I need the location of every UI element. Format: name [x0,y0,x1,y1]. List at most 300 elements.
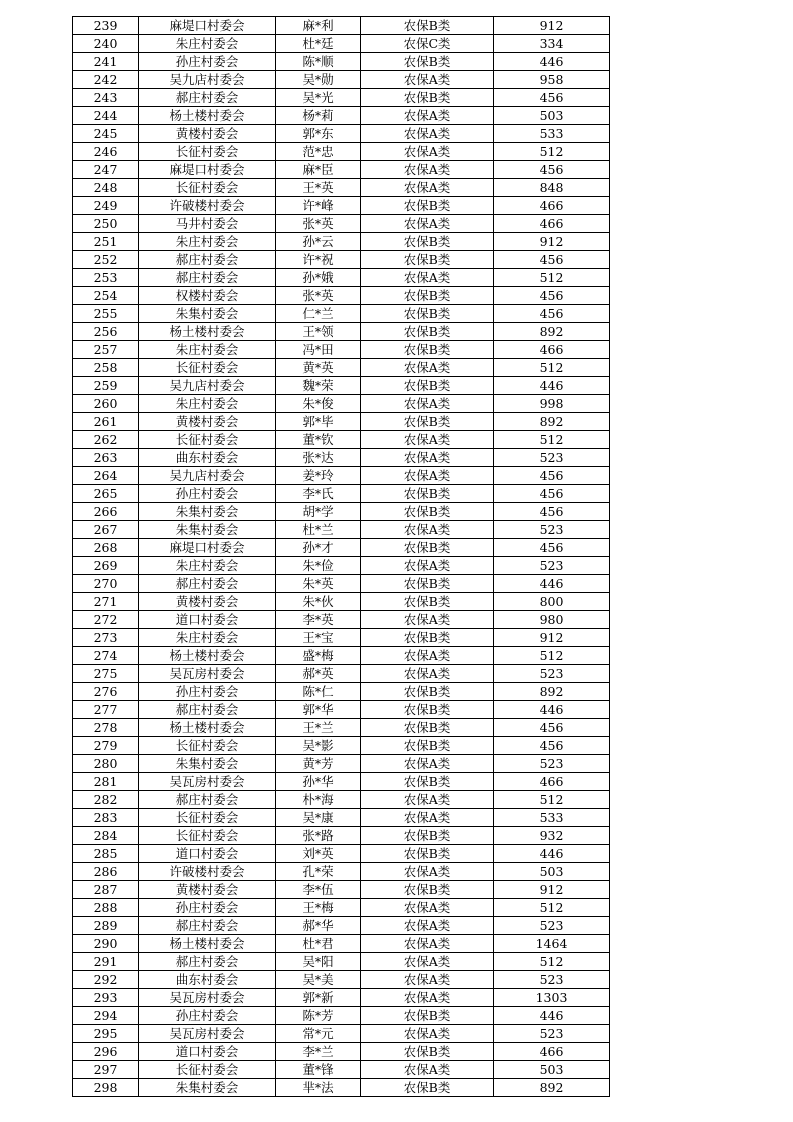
insurance-category-cell: 农保B类 [361,683,494,701]
amount-cell: 456 [494,539,610,557]
row-number-cell: 246 [73,143,139,161]
village-committee-cell: 长征村委会 [139,809,276,827]
person-name-cell: 吴*美 [276,971,361,989]
village-committee-cell: 道口村委会 [139,611,276,629]
person-name-cell: 吴*阳 [276,953,361,971]
village-committee-cell: 杨土楼村委会 [139,323,276,341]
person-name-cell: 麻*臣 [276,161,361,179]
village-committee-cell: 杨土楼村委会 [139,647,276,665]
amount-cell: 446 [494,377,610,395]
table-row [73,359,610,377]
row-number-cell: 262 [73,431,139,449]
insurance-category-cell: 农保B类 [361,539,494,557]
village-committee-cell: 郝庄村委会 [139,269,276,287]
person-name-cell: 郭*新 [276,989,361,1007]
amount-cell: 912 [494,17,610,35]
table-row [73,449,610,467]
table-row [73,287,610,305]
amount-cell: 446 [494,845,610,863]
amount-cell: 466 [494,215,610,233]
village-committee-cell: 麻堤口村委会 [139,161,276,179]
row-number-cell: 285 [73,845,139,863]
table-row [73,179,610,197]
amount-cell: 456 [494,89,610,107]
village-committee-cell: 朱庄村委会 [139,629,276,647]
row-number-cell: 244 [73,107,139,125]
insurance-category-cell: 农保A类 [361,953,494,971]
table-row [73,935,610,953]
person-name-cell: 朴*海 [276,791,361,809]
insurance-category-cell: 农保A类 [361,431,494,449]
row-number-cell: 254 [73,287,139,305]
village-committee-cell: 许破楼村委会 [139,863,276,881]
person-name-cell: 李*伍 [276,881,361,899]
table-row [73,233,610,251]
table-row [73,53,610,71]
insurance-category-cell: 农保A类 [361,791,494,809]
person-name-cell: 王*英 [276,179,361,197]
table-row [73,323,610,341]
amount-cell: 456 [494,251,610,269]
amount-cell: 998 [494,395,610,413]
insurance-category-cell: 农保A类 [361,1025,494,1043]
amount-cell: 512 [494,899,610,917]
person-name-cell: 芈*法 [276,1079,361,1097]
beneficiary-table [72,16,610,1097]
amount-cell: 523 [494,557,610,575]
village-committee-cell: 朱庄村委会 [139,341,276,359]
amount-cell: 892 [494,1079,610,1097]
table-row [73,755,610,773]
table-row [73,773,610,791]
table-row [73,431,610,449]
row-number-cell: 283 [73,809,139,827]
row-number-cell: 243 [73,89,139,107]
amount-cell: 533 [494,125,610,143]
village-committee-cell: 郝庄村委会 [139,701,276,719]
village-committee-cell: 曲东村委会 [139,971,276,989]
person-name-cell: 刘*英 [276,845,361,863]
village-committee-cell: 道口村委会 [139,845,276,863]
row-number-cell: 294 [73,1007,139,1025]
amount-cell: 446 [494,701,610,719]
village-committee-cell: 杨土楼村委会 [139,107,276,125]
insurance-category-cell: 农保B类 [361,89,494,107]
person-name-cell: 许*峰 [276,197,361,215]
village-committee-cell: 郝庄村委会 [139,251,276,269]
village-committee-cell: 杨土楼村委会 [139,935,276,953]
person-name-cell: 张*达 [276,449,361,467]
village-committee-cell: 吴九店村委会 [139,377,276,395]
amount-cell: 932 [494,827,610,845]
row-number-cell: 251 [73,233,139,251]
person-name-cell: 王*梅 [276,899,361,917]
row-number-cell: 257 [73,341,139,359]
row-number-cell: 263 [73,449,139,467]
amount-cell: 456 [494,305,610,323]
insurance-category-cell: 农保B类 [361,737,494,755]
village-committee-cell: 孙庄村委会 [139,683,276,701]
table-row [73,1043,610,1061]
village-committee-cell: 麻堤口村委会 [139,539,276,557]
row-number-cell: 286 [73,863,139,881]
insurance-category-cell: 农保A类 [361,125,494,143]
village-committee-cell: 朱集村委会 [139,305,276,323]
village-committee-cell: 许破楼村委会 [139,197,276,215]
row-number-cell: 282 [73,791,139,809]
village-committee-cell: 朱庄村委会 [139,35,276,53]
village-committee-cell: 长征村委会 [139,1061,276,1079]
person-name-cell: 杜*兰 [276,521,361,539]
amount-cell: 512 [494,431,610,449]
person-name-cell: 王*兰 [276,719,361,737]
table-row [73,395,610,413]
insurance-category-cell: 农保B类 [361,575,494,593]
village-committee-cell: 郝庄村委会 [139,791,276,809]
insurance-category-cell: 农保A类 [361,755,494,773]
row-number-cell: 280 [73,755,139,773]
village-committee-cell: 曲东村委会 [139,449,276,467]
amount-cell: 533 [494,809,610,827]
amount-cell: 446 [494,53,610,71]
row-number-cell: 272 [73,611,139,629]
amount-cell: 848 [494,179,610,197]
amount-cell: 512 [494,647,610,665]
village-committee-cell: 吴九店村委会 [139,71,276,89]
village-committee-cell: 吴瓦房村委会 [139,773,276,791]
person-name-cell: 李*英 [276,611,361,629]
village-committee-cell: 长征村委会 [139,827,276,845]
amount-cell: 512 [494,269,610,287]
village-committee-cell: 黄楼村委会 [139,881,276,899]
table-row [73,917,610,935]
row-number-cell: 289 [73,917,139,935]
amount-cell: 512 [494,143,610,161]
person-name-cell: 孙*娥 [276,269,361,287]
row-number-cell: 241 [73,53,139,71]
person-name-cell: 冯*田 [276,341,361,359]
table-row [73,467,610,485]
amount-cell: 456 [494,467,610,485]
person-name-cell: 郭*东 [276,125,361,143]
amount-cell: 523 [494,917,610,935]
insurance-category-cell: 农保B类 [361,629,494,647]
row-number-cell: 281 [73,773,139,791]
person-name-cell: 杨*莉 [276,107,361,125]
row-number-cell: 273 [73,629,139,647]
village-committee-cell: 朱庄村委会 [139,233,276,251]
insurance-category-cell: 农保B类 [361,341,494,359]
insurance-category-cell: 农保A类 [361,179,494,197]
insurance-category-cell: 农保A类 [361,1061,494,1079]
amount-cell: 466 [494,1043,610,1061]
amount-cell: 503 [494,863,610,881]
table-row [73,17,610,35]
amount-cell: 892 [494,683,610,701]
table-row [73,215,610,233]
insurance-category-cell: 农保B类 [361,845,494,863]
amount-cell: 892 [494,413,610,431]
table-row [73,845,610,863]
row-number-cell: 287 [73,881,139,899]
amount-cell: 912 [494,881,610,899]
insurance-category-cell: 农保B类 [361,719,494,737]
row-number-cell: 261 [73,413,139,431]
person-name-cell: 吴*康 [276,809,361,827]
person-name-cell: 吴*勋 [276,71,361,89]
amount-cell: 446 [494,575,610,593]
village-committee-cell: 朱集村委会 [139,755,276,773]
person-name-cell: 姜*玲 [276,467,361,485]
insurance-category-cell: 农保A类 [361,971,494,989]
person-name-cell: 朱*英 [276,575,361,593]
row-number-cell: 255 [73,305,139,323]
insurance-category-cell: 农保B类 [361,701,494,719]
village-committee-cell: 长征村委会 [139,179,276,197]
insurance-category-cell: 农保A类 [361,143,494,161]
amount-cell: 912 [494,629,610,647]
person-name-cell: 黄*芳 [276,755,361,773]
amount-cell: 523 [494,971,610,989]
table-row [73,1007,610,1025]
table-row [73,593,610,611]
amount-cell: 512 [494,953,610,971]
table-row [73,251,610,269]
person-name-cell: 范*忠 [276,143,361,161]
village-committee-cell: 孙庄村委会 [139,899,276,917]
insurance-category-cell: 农保A类 [361,647,494,665]
insurance-category-cell: 农保B类 [361,1043,494,1061]
person-name-cell: 董*锋 [276,1061,361,1079]
person-name-cell: 朱*俭 [276,557,361,575]
row-number-cell: 274 [73,647,139,665]
amount-cell: 446 [494,1007,610,1025]
person-name-cell: 张*路 [276,827,361,845]
amount-cell: 1464 [494,935,610,953]
insurance-category-cell: 农保B类 [361,233,494,251]
village-committee-cell: 吴瓦房村委会 [139,1025,276,1043]
row-number-cell: 245 [73,125,139,143]
row-number-cell: 266 [73,503,139,521]
village-committee-cell: 长征村委会 [139,359,276,377]
table-row [73,125,610,143]
insurance-category-cell: 农保A类 [361,215,494,233]
insurance-category-cell: 农保B类 [361,413,494,431]
village-committee-cell: 长征村委会 [139,143,276,161]
row-number-cell: 267 [73,521,139,539]
table-row [73,503,610,521]
row-number-cell: 264 [73,467,139,485]
row-number-cell: 240 [73,35,139,53]
insurance-category-cell: 农保B类 [361,323,494,341]
insurance-category-cell: 农保A类 [361,359,494,377]
person-name-cell: 孔*荣 [276,863,361,881]
table-row [73,863,610,881]
amount-cell: 456 [494,719,610,737]
person-name-cell: 王*宝 [276,629,361,647]
insurance-category-cell: 农保A类 [361,935,494,953]
amount-cell: 523 [494,1025,610,1043]
amount-cell: 512 [494,791,610,809]
table-row [73,89,610,107]
table-row [73,485,610,503]
village-committee-cell: 马井村委会 [139,215,276,233]
insurance-category-cell: 农保A类 [361,863,494,881]
person-name-cell: 董*钦 [276,431,361,449]
amount-cell: 503 [494,1061,610,1079]
insurance-category-cell: 农保B类 [361,503,494,521]
insurance-category-cell: 农保B类 [361,377,494,395]
table-row [73,719,610,737]
insurance-category-cell: 农保A类 [361,611,494,629]
insurance-category-cell: 农保B类 [361,773,494,791]
village-committee-cell: 孙庄村委会 [139,53,276,71]
person-name-cell: 郭*毕 [276,413,361,431]
table-row [73,701,610,719]
insurance-category-cell: 农保A类 [361,521,494,539]
person-name-cell: 陈*顺 [276,53,361,71]
table-row [73,35,610,53]
amount-cell: 503 [494,107,610,125]
amount-cell: 456 [494,737,610,755]
row-number-cell: 239 [73,17,139,35]
amount-cell: 456 [494,287,610,305]
insurance-category-cell: 农保A类 [361,665,494,683]
insurance-category-cell: 农保B类 [361,593,494,611]
person-name-cell: 魏*荣 [276,377,361,395]
insurance-category-cell: 农保B类 [361,197,494,215]
insurance-category-cell: 农保A类 [361,557,494,575]
table-row [73,557,610,575]
insurance-category-cell: 农保A类 [361,899,494,917]
person-name-cell: 孙*才 [276,539,361,557]
insurance-category-cell: 农保A类 [361,161,494,179]
amount-cell: 466 [494,341,610,359]
row-number-cell: 277 [73,701,139,719]
table-row [73,107,610,125]
table-row [73,647,610,665]
row-number-cell: 284 [73,827,139,845]
village-committee-cell: 郝庄村委会 [139,575,276,593]
row-number-cell: 296 [73,1043,139,1061]
amount-cell: 466 [494,197,610,215]
row-number-cell: 290 [73,935,139,953]
amount-cell: 334 [494,35,610,53]
insurance-category-cell: 农保A类 [361,107,494,125]
person-name-cell: 郭*华 [276,701,361,719]
person-name-cell: 仁*兰 [276,305,361,323]
person-name-cell: 张*英 [276,287,361,305]
row-number-cell: 253 [73,269,139,287]
insurance-category-cell: 农保A类 [361,917,494,935]
table-row [73,341,610,359]
insurance-category-cell: 农保B类 [361,17,494,35]
village-committee-cell: 道口村委会 [139,1043,276,1061]
table-row [73,1025,610,1043]
table-row [73,953,610,971]
table-row [73,737,610,755]
person-name-cell: 李*氏 [276,485,361,503]
table-row [73,521,610,539]
village-committee-cell: 郝庄村委会 [139,917,276,935]
person-name-cell: 黄*英 [276,359,361,377]
person-name-cell: 张*英 [276,215,361,233]
table-row [73,611,610,629]
row-number-cell: 258 [73,359,139,377]
table-row [73,1061,610,1079]
village-committee-cell: 黄楼村委会 [139,413,276,431]
row-number-cell: 297 [73,1061,139,1079]
amount-cell: 466 [494,773,610,791]
amount-cell: 1303 [494,989,610,1007]
village-committee-cell: 孙庄村委会 [139,1007,276,1025]
insurance-category-cell: 农保A类 [361,989,494,1007]
insurance-category-cell: 农保B类 [361,485,494,503]
village-committee-cell: 郝庄村委会 [139,953,276,971]
village-committee-cell: 郝庄村委会 [139,89,276,107]
village-committee-cell: 长征村委会 [139,431,276,449]
amount-cell: 800 [494,593,610,611]
person-name-cell: 陈*仁 [276,683,361,701]
row-number-cell: 252 [73,251,139,269]
row-number-cell: 265 [73,485,139,503]
insurance-category-cell: 农保A类 [361,449,494,467]
amount-cell: 523 [494,449,610,467]
row-number-cell: 250 [73,215,139,233]
table-row [73,1079,610,1097]
row-number-cell: 293 [73,989,139,1007]
row-number-cell: 270 [73,575,139,593]
village-committee-cell: 朱集村委会 [139,503,276,521]
person-name-cell: 陈*芳 [276,1007,361,1025]
table-row [73,665,610,683]
table-row [73,413,610,431]
person-name-cell: 常*元 [276,1025,361,1043]
row-number-cell: 248 [73,179,139,197]
table-row [73,881,610,899]
amount-cell: 456 [494,485,610,503]
row-number-cell: 259 [73,377,139,395]
village-committee-cell: 麻堤口村委会 [139,17,276,35]
row-number-cell: 291 [73,953,139,971]
insurance-category-cell: 农保A类 [361,395,494,413]
person-name-cell: 李*兰 [276,1043,361,1061]
amount-cell: 512 [494,359,610,377]
table-row [73,791,610,809]
row-number-cell: 298 [73,1079,139,1097]
table-row [73,377,610,395]
row-number-cell: 271 [73,593,139,611]
amount-cell: 456 [494,503,610,521]
table-row [73,269,610,287]
person-name-cell: 吴*影 [276,737,361,755]
person-name-cell: 朱*俊 [276,395,361,413]
person-name-cell: 杜*廷 [276,35,361,53]
row-number-cell: 256 [73,323,139,341]
village-committee-cell: 朱集村委会 [139,521,276,539]
village-committee-cell: 朱集村委会 [139,1079,276,1097]
row-number-cell: 295 [73,1025,139,1043]
amount-cell: 523 [494,755,610,773]
table-row [73,809,610,827]
person-name-cell: 胡*学 [276,503,361,521]
table-row [73,575,610,593]
village-committee-cell: 黄楼村委会 [139,125,276,143]
row-number-cell: 242 [73,71,139,89]
table-row [73,143,610,161]
insurance-category-cell: 农保B类 [361,53,494,71]
person-name-cell: 郝*华 [276,917,361,935]
